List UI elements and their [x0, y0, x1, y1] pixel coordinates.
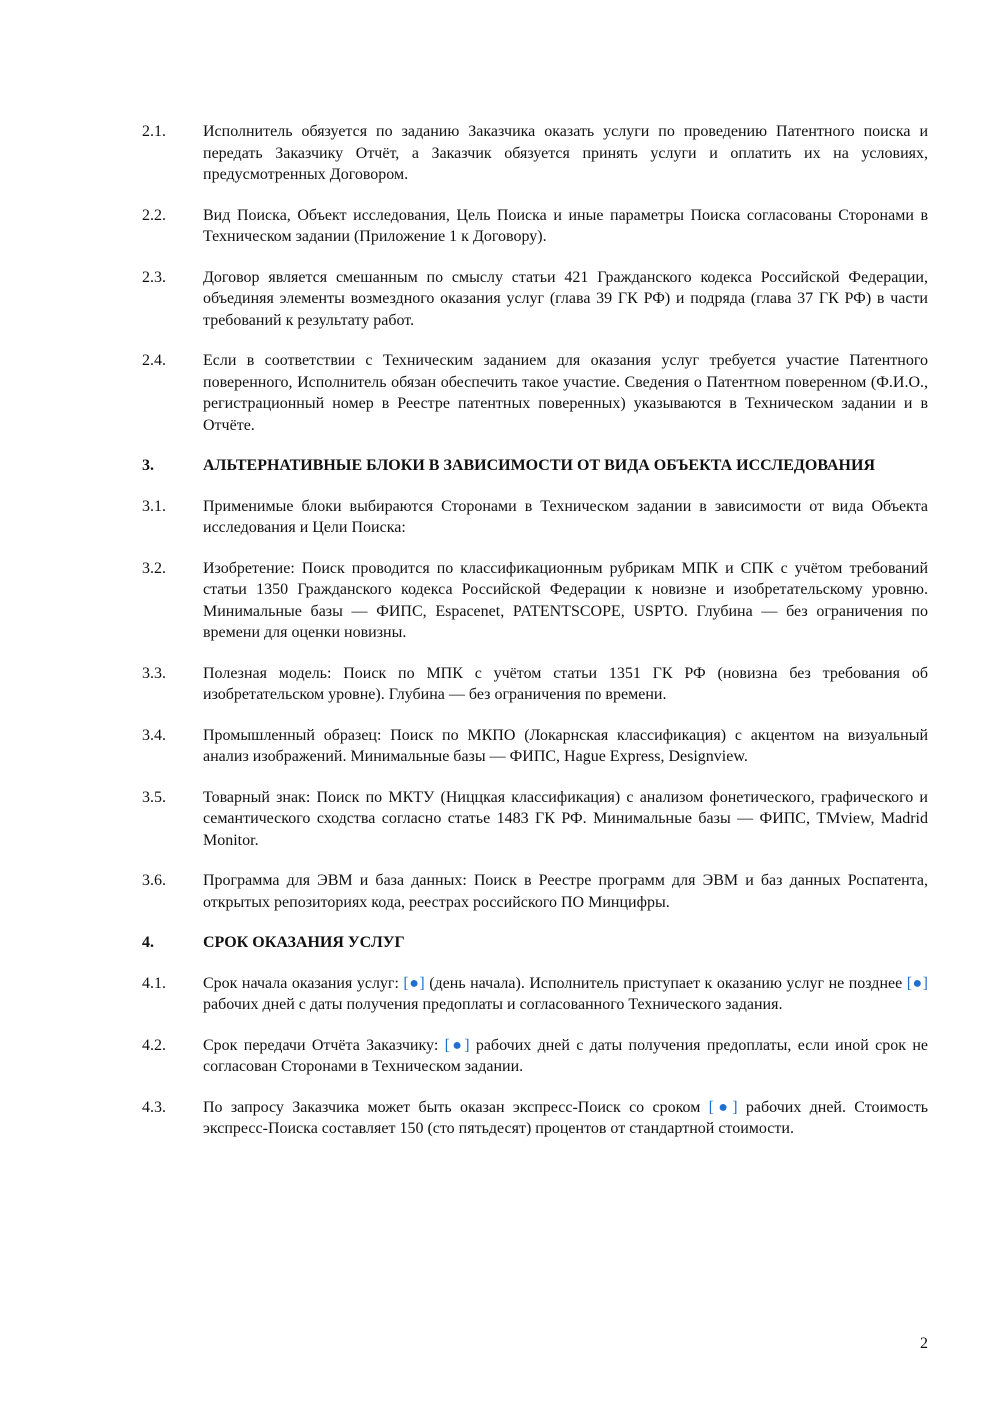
- clause-2-2: [142, 205, 928, 248]
- section-title: АЛЬТЕРНАТИВНЫЕ БЛОКИ В ЗАВИСИМОСТИ ОТ ВИДА ОБЪЕКТА ИССЛЕДОВАНИЯ: [203, 457, 875, 474]
- clause-text: Товарный знак: Поиск по МКТУ (Ниццкая классификация) с анализом фонетического, графического и семантического сходства согласно статье 1483 ГК РФ. Минимальные базы — ФИПС, TMview, Madrid Monitor.: [203, 788, 928, 849]
- clause-4-2: [142, 1035, 928, 1078]
- clause-number: 3.1.: [142, 497, 166, 515]
- placeholder-marker: [●]: [906, 974, 928, 992]
- clause-text: Промышленный образец: Поиск по МКПО (Локарнская классификация) с акцентом на визуальный анализ изображений. Минимальные базы — ФИПС, Hague Express, Designview.: [203, 726, 928, 765]
- clause-text: Срок начала оказания услуг: [●] (день начала). Исполнитель приступает к оказанию услуг не позднее [●] рабочих дней с даты получения предоплаты и согласованного Технического задания.: [203, 974, 928, 1013]
- clause-3-1: [142, 496, 928, 539]
- section-title: СРОК ОКАЗАНИЯ УСЛУГ: [203, 934, 405, 951]
- clause-text: Вид Поиска, Объект исследования, Цель Поиска и иные параметры Поиска согласованы Сторонами в Техническом задании (Приложение 1 к Договору).: [203, 206, 928, 245]
- document-body: [142, 121, 928, 1140]
- section-heading-4: [142, 932, 928, 954]
- clause-number: 2.4.: [142, 352, 166, 369]
- clause-number: 2.3.: [142, 268, 166, 286]
- clause-text: Срок передачи Отчёта Заказчику: [●] рабочих дней с даты получения предоплаты, если иной срок не согласован Сторонами в Техническом задании.: [203, 1036, 928, 1075]
- section-heading-3: [142, 455, 928, 477]
- clause-number: 3.6.: [142, 872, 166, 889]
- clause-number: 2.2.: [142, 206, 166, 224]
- placeholder-marker: [●]: [444, 1036, 470, 1054]
- clause-number: 2.1.: [142, 123, 166, 140]
- page-number: 2: [920, 1335, 928, 1352]
- clause-text: Программа для ЭВМ и база данных: Поиск в Реестре программ для ЭВМ и баз данных Роспатента, открытых репозиториях кода, реестрах российского ПО Минцифры.: [203, 872, 928, 911]
- clause-2-4: [142, 350, 928, 436]
- clause-3-3: [142, 663, 928, 706]
- clause-number: 4.1.: [142, 974, 166, 992]
- clause-text: Изобретение: Поиск проводится по классификационным рубрикам МПК и СПК с учётом требований статьи 1350 Гражданского кодекса Российской Федерации к новизне и изобретательскому уровню. Минимальные базы — ФИПС, Espacenet, PATENTSCOPE, USPTO. Глубина — без ограничения по времени для оценки новизны.: [203, 559, 928, 641]
- section-number: 3.: [142, 457, 154, 474]
- clause-text: Если в соответствии с Техническим заданием для оказания услуг требуется участие Патентного поверенного, Исполнитель обязан обеспечить такое участие. Сведения о Патентном поверенном (Ф.И.О., регистрационный номер в Реестре патентных поверенных) указываются в Техническом задании и в Отчёте.: [203, 352, 928, 434]
- clause-3-6: [142, 870, 928, 913]
- clause-4-1: [142, 973, 928, 1016]
- clause-3-5: [142, 787, 928, 852]
- clause-4-3: [142, 1097, 928, 1140]
- clause-number: 3.2.: [142, 559, 166, 577]
- clause-number: 4.3.: [142, 1098, 166, 1116]
- placeholder-marker: [●]: [403, 974, 425, 992]
- placeholder-marker: [●]: [708, 1098, 738, 1116]
- clause-text: Полезная модель: Поиск по МПК с учётом статьи 1351 ГК РФ (новизна без требования об изобретательском уровне). Глубина — без ограничения по времени.: [203, 664, 928, 703]
- clause-text: Договор является смешанным по смыслу статьи 421 Гражданского кодекса Российской Федерации, объединяя элементы возмездного оказания услуг (глава 39 ГК РФ) и подряда (глава 37 ГК РФ) в части требований к результату работ.: [203, 268, 928, 329]
- clause-number: 3.5.: [142, 788, 166, 806]
- clause-2-3: [142, 267, 928, 332]
- clause-3-2: [142, 558, 928, 644]
- section-number: 4.: [142, 934, 154, 951]
- clause-text: Исполнитель обязуется по заданию Заказчика оказать услуги по проведению Патентного поиска и передать Заказчику Отчёт, а Заказчик обязуется принять услуги и оплатить их на условиях, предусмотренных Договором.: [203, 123, 928, 183]
- clause-number: 3.4.: [142, 726, 166, 744]
- clause-3-4: [142, 725, 928, 768]
- clause-text: Применимые блоки выбираются Сторонами в Техническом задании в зависимости от вида Объекта исследования и Цели Поиска:: [203, 497, 928, 536]
- clause-number: 3.3.: [142, 664, 166, 682]
- clause-2-1: [142, 121, 928, 186]
- clause-text: По запросу Заказчика может быть оказан экспресс-Поиск со сроком [●] рабочих дней. Стоимость экспресс-Поиска составляет 150 (сто пятьдесят) процентов от стандартной стоимости.: [203, 1098, 928, 1137]
- clause-number: 4.2.: [142, 1036, 166, 1054]
